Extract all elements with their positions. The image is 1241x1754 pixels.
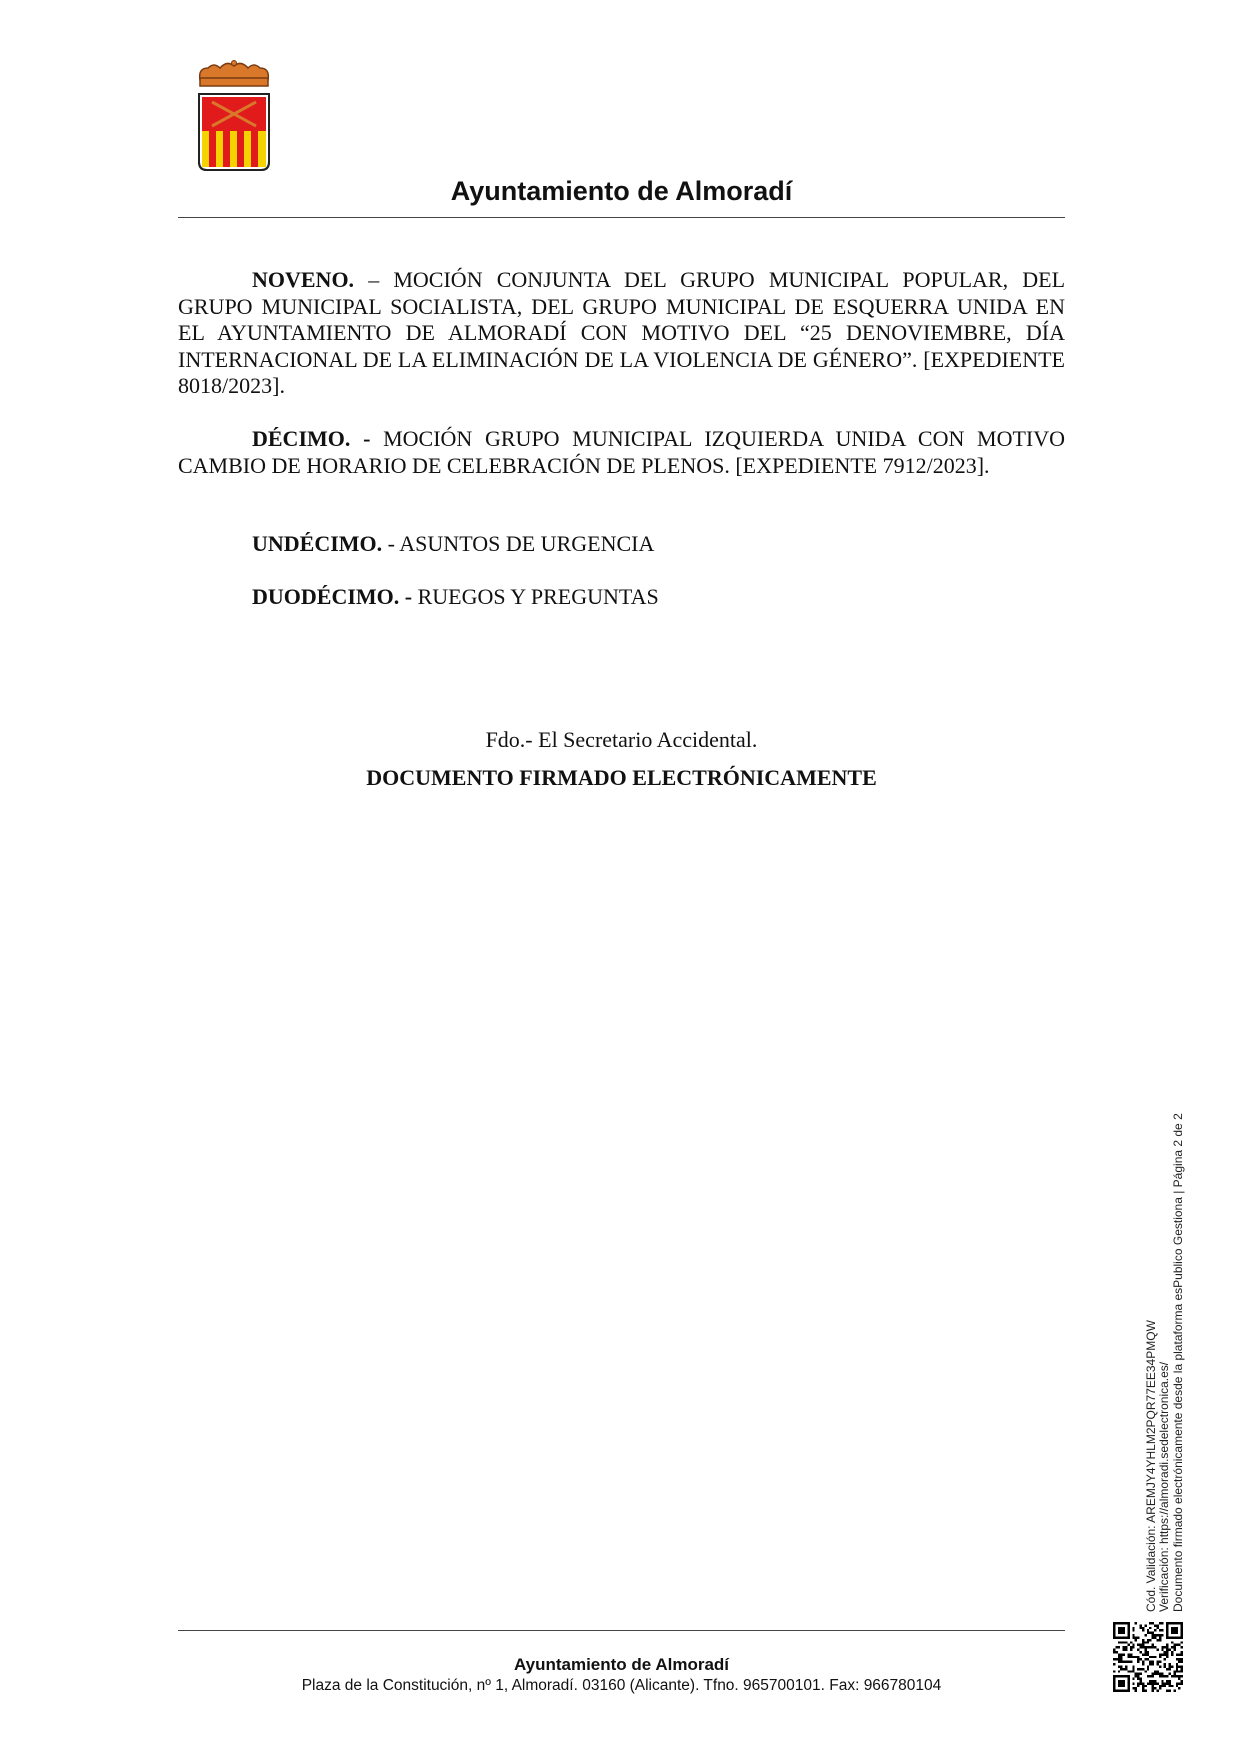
- validation-code: Cód. Validación: AREMJY4YHLM2PQR77EE34PMQW: [1144, 1320, 1158, 1612]
- signature-line: Fdo.- El Secretario Accidental.: [485, 727, 758, 752]
- agenda-item-label: NOVENO.: [252, 267, 355, 292]
- agenda-item-label: DUODÉCIMO.: [252, 584, 400, 609]
- qr-code-icon: [1113, 1622, 1183, 1692]
- footer-organization-name: Ayuntamiento de Almoradí: [513, 1655, 730, 1674]
- agenda-item-label: DÉCIMO.: [252, 426, 351, 451]
- agenda-item-noveno: [178, 267, 1065, 400]
- footer-divider: [178, 1630, 1065, 1631]
- header-divider: [178, 217, 1065, 218]
- agenda-item-separator: -: [399, 584, 418, 609]
- agenda-item-duodecimo: [178, 584, 1065, 611]
- agenda-item-label: UNDÉCIMO.: [252, 531, 383, 556]
- agenda-item-text: MOCIÓN GRUPO MUNICIPAL IZQUIERDA UNIDA CON MOTIVO CAMBIO DE HORARIO DE CELEBRACIÓN DE PLENOS. [EXPEDIENTE 7912/2023].: [178, 426, 1066, 478]
- header-title: Ayuntamiento de Almoradí: [450, 176, 793, 206]
- agenda-item-separator: -: [382, 531, 400, 556]
- agenda-item-text: ASUNTOS DE URGENCIA: [399, 531, 655, 556]
- verification-side-text: [1145, 1113, 1185, 1612]
- agenda-item-undecimo: [178, 531, 1065, 558]
- coat-of-arms-logo: [194, 60, 274, 175]
- verification-url[interactable]: Verificación: https://almoradi.sedelectronica.es/: [1157, 1361, 1172, 1612]
- agenda-item-text: MOCIÓN CONJUNTA DEL GRUPO MUNICIPAL POPULAR, DEL GRUPO MUNICIPAL SOCIALISTA, DEL GRUPO MUNICIPAL DE ESQUERRA UNIDA EN EL AYUNTAMIENTO DE ALMORADÍ CON MOTIVO DEL “25 DENOVIEMBRE, DÍA INTERNACIONAL DE LA ELIMINACIÓN DE LA VIOLENCIA DE GÉNERO”. [EXPEDIENTE 8018/2023].: [178, 267, 1066, 398]
- agenda-item-text: RUEGOS Y PREGUNTAS: [417, 584, 659, 609]
- signed-electronically-note: DOCUMENTO FIRMADO ELECTRÓNICAMENTE: [366, 765, 877, 790]
- agenda-item-separator: -: [350, 426, 384, 451]
- agenda-item-decimo: [178, 426, 1065, 479]
- shield-icon: [199, 94, 269, 170]
- platform-page-info: Documento firmado electrónicamente desde la plataforma esPublico Gestiona | Página 2 de 2: [1170, 1113, 1185, 1612]
- footer-address: Plaza de la Constitución, nº 1, Almoradí. 03160 (Alicante). Tfno. 965700101. Fax: 966780104: [301, 1677, 942, 1694]
- agenda-item-separator: –: [354, 267, 394, 292]
- crown-icon: [200, 61, 269, 87]
